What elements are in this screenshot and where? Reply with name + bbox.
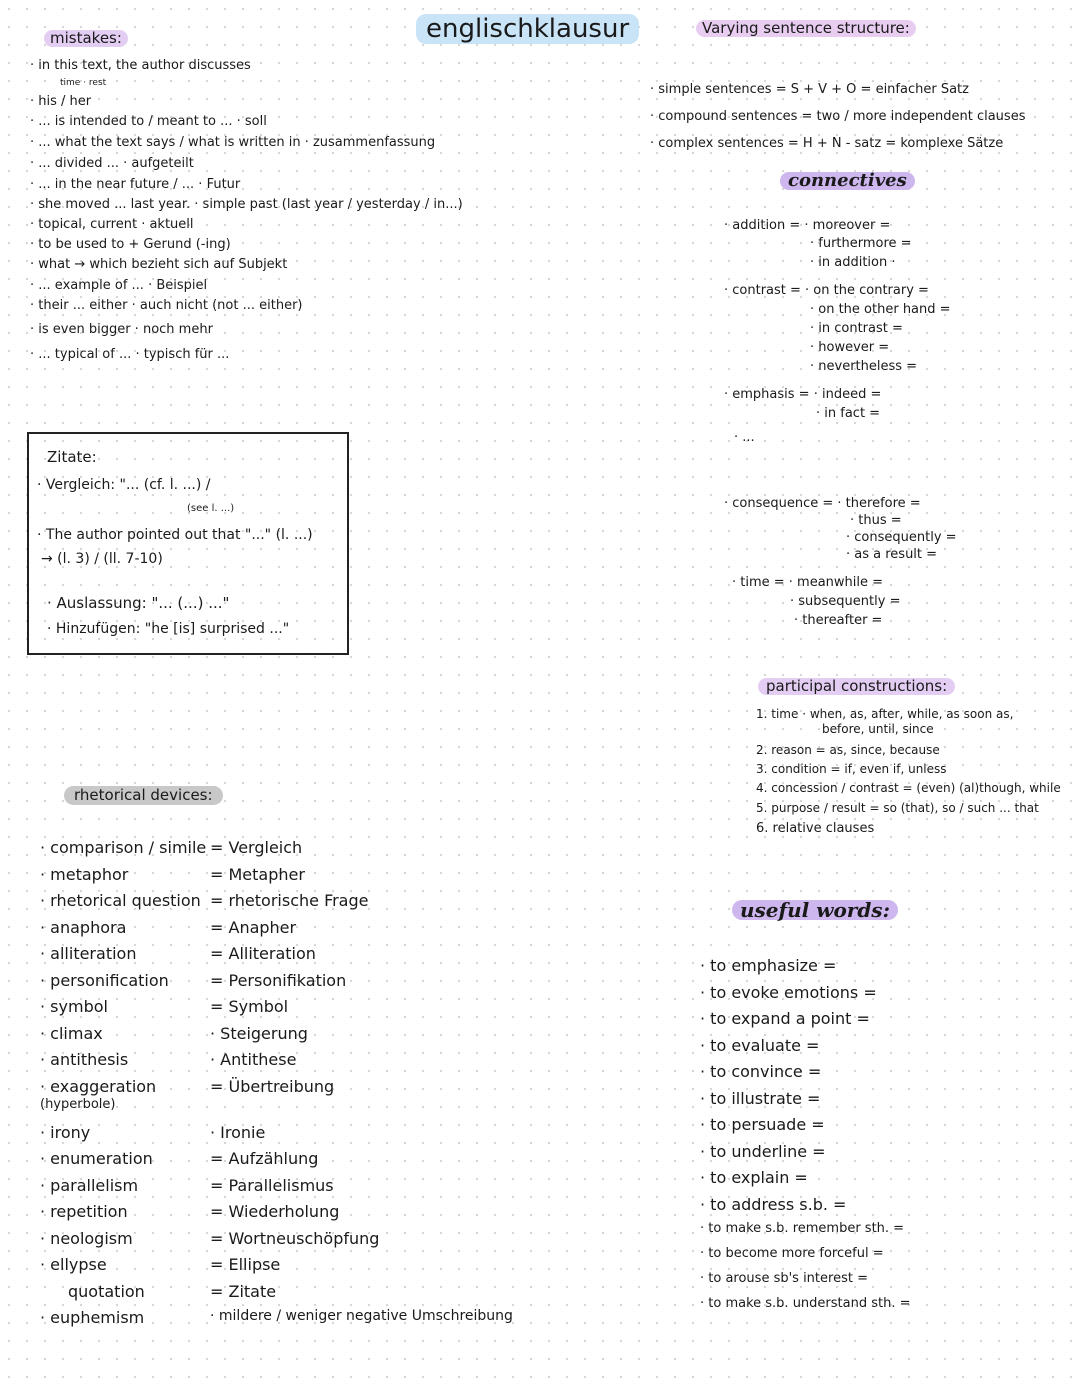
mistakes-line: · ... typical of ... · typisch für ... (30, 347, 230, 362)
participal-line: 2. reason = as, since, because (756, 743, 940, 757)
zitate-line: · The author pointed out that "..." (l. ...) (37, 527, 313, 543)
useful-line: · to emphasize = (700, 956, 837, 975)
device-de: · Ironie (210, 1122, 266, 1142)
device-de: = Metapher (210, 864, 305, 884)
useful-list (700, 956, 911, 1321)
device-en: · anaphora (40, 917, 127, 937)
zitate-line: (see l. ...) (187, 503, 235, 514)
zitate-line: · Hinzufügen: "he [is] surprised ..." (47, 621, 290, 637)
sentence-line: · complex sentences = H + N - satz = komplexe Sätze (650, 136, 1004, 151)
mistakes-line: · ... in the near future / ... · Futur (30, 177, 241, 192)
connective-line: · time = · meanwhile = (732, 575, 884, 590)
rhetorical-heading: rhetorical devices: (64, 786, 223, 805)
participal-list (756, 707, 1061, 841)
mistakes-line: · in this text, the author discusses (30, 58, 251, 73)
useful-line: · to evaluate = (700, 1035, 820, 1055)
participal-heading: participal constructions: (758, 678, 955, 695)
device-en: · irony (40, 1122, 91, 1142)
device-de (210, 1097, 513, 1123)
connective-line: · consequence = · therefore = (724, 496, 921, 511)
device-de: = Parallelismus (210, 1175, 334, 1195)
connective-line: · on the other hand = (810, 302, 951, 317)
page-title: englischklausur (416, 14, 639, 44)
device-de: · Steigerung (210, 1023, 308, 1043)
device-en: quotation (68, 1281, 145, 1301)
mistakes-line: · she moved ... last year. · simple past (last year / yesterday / in...) (30, 197, 463, 212)
mistakes-line: · ... divided ... · aufgeteilt (30, 156, 194, 171)
device-en: · neologism (40, 1228, 133, 1248)
device-de: = Übertreibung (210, 1076, 335, 1096)
zitate-box (27, 432, 349, 655)
device-en: · exaggeration (40, 1076, 157, 1096)
mistakes-line: · to be used to + Gerund (-ing) (30, 237, 231, 252)
connective-line: · ... (734, 430, 755, 445)
mistakes-line: · is even bigger · noch mehr (30, 322, 213, 337)
mistakes-list (30, 58, 463, 371)
device-de: = Wiederholung (210, 1202, 340, 1221)
mistakes-line: · their ... either · auch nicht (not ... either) (30, 298, 303, 313)
participal-line: 6. relative clauses (756, 821, 875, 836)
sentence-list (650, 82, 1025, 163)
connective-line: · subsequently = (790, 594, 901, 609)
participal-line: 5. purpose / result = so (that), so / such ... that (756, 801, 1039, 815)
device-en: · climax (40, 1023, 103, 1043)
connectives-heading: connectives (780, 172, 915, 190)
device-en: · personification (40, 970, 169, 990)
device-en: · alliteration (40, 944, 137, 963)
useful-line: · to illustrate = (700, 1088, 821, 1108)
sentence-heading: Varying sentence structure: (696, 20, 916, 37)
useful-line: · to convince = (700, 1062, 822, 1081)
connective-line: · furthermore = (810, 236, 912, 251)
device-en: · enumeration (40, 1149, 153, 1168)
device-en: · euphemism (40, 1308, 145, 1327)
device-de: = rhetorische Frage (210, 891, 369, 910)
mistakes-line: · what → which bezieht sich auf Subjekt (30, 257, 288, 272)
connective-line: · in addition · (810, 255, 896, 270)
device-en: · repetition (40, 1202, 128, 1221)
device-de: = Ellipse (210, 1255, 281, 1274)
useful-line: · to expand a point = (700, 1009, 870, 1028)
device-de: = Personifikation (210, 970, 347, 990)
useful-line: · to underline = (700, 1141, 826, 1161)
useful-line: · to persuade = (700, 1115, 825, 1134)
mistakes-line: · ... what the text says / what is written in · zusammenfassung (30, 135, 436, 150)
connectives-list (724, 218, 957, 632)
device-de: = Aufzählung (210, 1149, 319, 1168)
device-de: = Zitate (210, 1281, 277, 1301)
mistakes-line: · ... is intended to / meant to ... · soll (30, 114, 267, 129)
zitate-line: → (l. 3) / (ll. 7-10) (41, 551, 163, 567)
connective-line: · thus = (850, 513, 902, 528)
connective-line: · contrast = · on the contrary = (724, 283, 929, 298)
useful-line: · to become more forceful = (700, 1246, 884, 1261)
connective-line: · however = (810, 340, 890, 355)
mistakes-line: · ... example of ... · Beispiel (30, 278, 208, 293)
useful-line: · to arouse sb's interest = (700, 1271, 868, 1286)
zitate-heading: Zitate: (47, 448, 97, 466)
participal-line: 3. condition = if, even if, unless (756, 762, 947, 776)
device-de: = Vergleich (210, 838, 303, 857)
device-en: · antithesis (40, 1050, 129, 1069)
sentence-line: · compound sentences = two / more independent clauses (650, 109, 1026, 124)
useful-heading: useful words: (732, 900, 898, 920)
connective-line: · emphasis = · indeed = (724, 387, 882, 402)
zitate-line: · Auslassung: "... (...) ..." (47, 594, 230, 612)
connective-line: · nevertheless = (810, 359, 918, 374)
device-de: = Wortneuschöpfung (210, 1228, 380, 1248)
zitate-line: · Vergleich: "... (cf. l. ...) / (37, 477, 211, 493)
useful-line: · to make s.b. remember sth. = (700, 1221, 905, 1236)
rhetorical-en-list (40, 838, 210, 1335)
connective-line: · thereafter = (794, 613, 883, 628)
connective-line: · as a result = (846, 547, 938, 562)
device-en: · comparison / simile (40, 838, 207, 857)
mistakes-line: · topical, current · aktuell (30, 217, 194, 232)
useful-line: · to explain = (700, 1168, 808, 1187)
connective-line: · consequently = (846, 530, 957, 545)
mistakes-line: time · rest (60, 78, 107, 88)
sentence-line: · simple sentences = S + V + O = einfacher Satz (650, 82, 969, 97)
device-en: · parallelism (40, 1175, 139, 1195)
device-en: · symbol (40, 997, 108, 1016)
device-en: · ellypse (40, 1255, 107, 1274)
device-de: = Anapher (210, 917, 297, 937)
participal-line: 1. time · when, as, after, while, as soon as, (756, 707, 1014, 721)
participal-line: 4. concession / contrast = (even) (al)though, while (756, 781, 1061, 795)
connective-line: · in fact = (816, 406, 881, 421)
device-en: · rhetorical question (40, 891, 201, 910)
device-de: · Antithese (210, 1050, 297, 1069)
useful-line: · to evoke emotions = (700, 982, 877, 1002)
connective-line: · addition = · moreover = (724, 218, 891, 233)
device-en: · metaphor (40, 864, 129, 884)
connective-line: · in contrast = (810, 321, 903, 336)
useful-line: · to make s.b. understand sth. = (700, 1296, 911, 1311)
mistakes-line: · his / her (30, 94, 92, 109)
useful-line: · to address s.b. = (700, 1194, 847, 1214)
device-en: (hyperbole) (40, 1096, 116, 1112)
device-de: = Symbol (210, 997, 289, 1016)
device-de: · mildere / weniger negative Umschreibung (210, 1308, 513, 1324)
rhetorical-de-list (210, 838, 513, 1335)
participal-line: before, until, since (822, 722, 934, 736)
device-de: = Alliteration (210, 944, 316, 963)
mistakes-heading: mistakes: (44, 30, 128, 47)
